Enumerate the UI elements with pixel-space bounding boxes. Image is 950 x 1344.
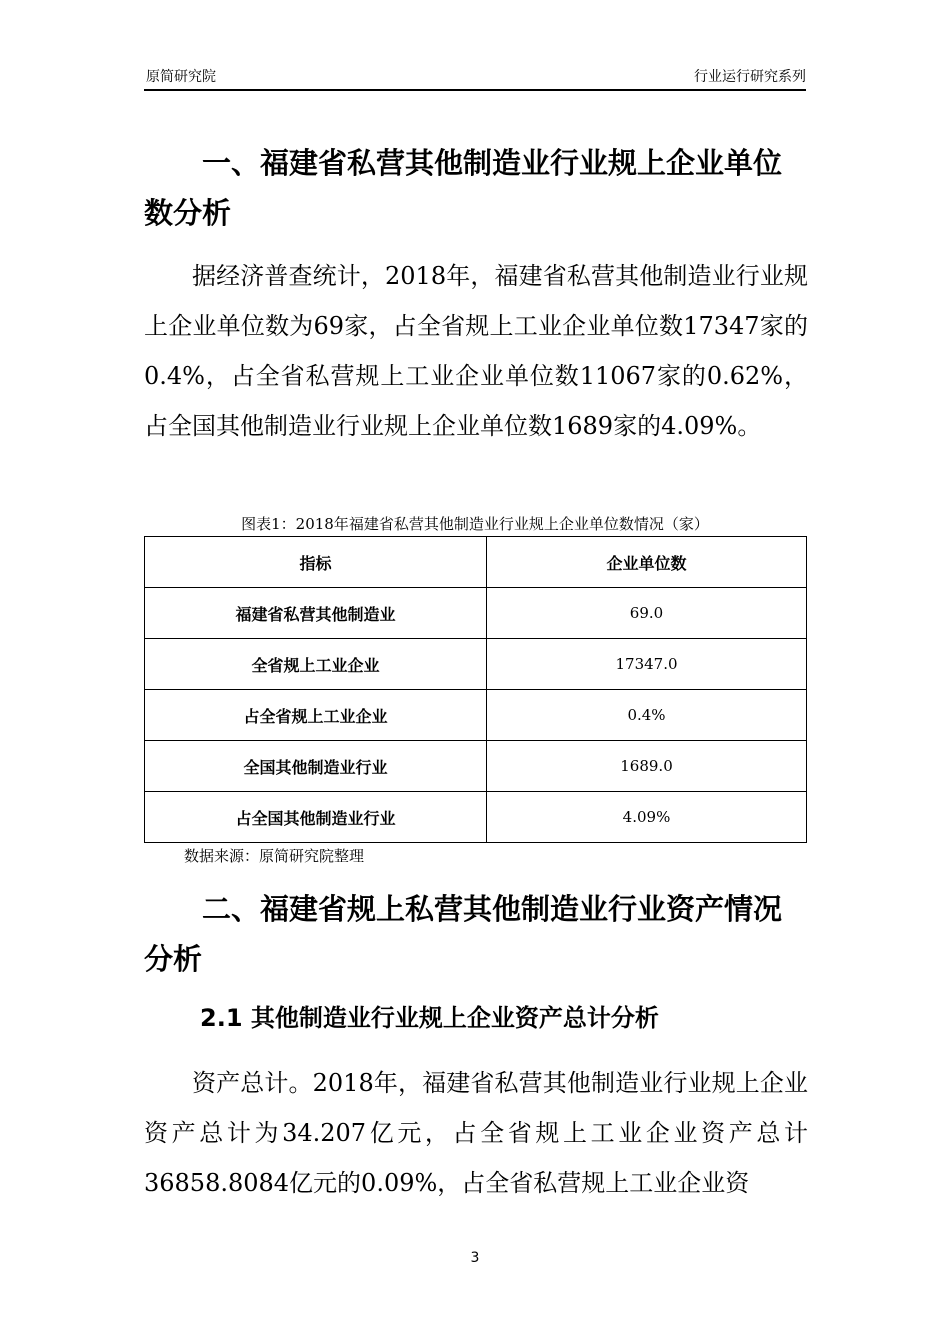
- table-row: [145, 690, 807, 741]
- table-row: [145, 588, 807, 639]
- table-row: [145, 792, 807, 843]
- table-row-value: 17347.0: [487, 639, 807, 690]
- table-header-row: [145, 537, 807, 588]
- table-header-count: 企业单位数: [487, 537, 807, 588]
- table-row-value: 0.4%: [487, 690, 807, 741]
- header-left-title: 原简研究院: [146, 69, 216, 85]
- table-row-value: 4.09%: [487, 792, 807, 843]
- table-row: [145, 639, 807, 690]
- table-row-value: 69.0: [487, 588, 807, 639]
- table-row-value: 1689.0: [487, 741, 807, 792]
- table-row-label: 全国其他制造业行业: [145, 741, 487, 792]
- section1-paragraph: 据经济普查统计，2018年，福建省私营其他制造业行业规上企业单位数为69家，占全省规上工业企业单位数17347家的0.4%，占全省私营规上工业企业单位数11067家的0.62%，占全国其他制造业行业规上企业单位数1689家的4.09%。: [144, 262, 808, 440]
- table-row-label: 占全省规上工业企业: [145, 690, 487, 741]
- page-number: 3: [470, 1250, 480, 1266]
- table-caption: 图表1：2018年福建省私营其他制造业行业规上企业单位数情况（家）: [241, 515, 709, 533]
- section2-subheading: 2.1 其他制造业行业规上企业资产总计分析: [200, 1004, 659, 1032]
- table-source-note: 数据来源：原简研究院整理: [184, 847, 365, 865]
- section2-heading: 二、福建省规上私营其他制造业行业资产情况分析: [144, 892, 783, 976]
- header-right-title: 行业运行研究系列: [694, 69, 806, 85]
- table-header-indicator: 指标: [145, 537, 487, 588]
- enterprise-count-table: [144, 536, 807, 843]
- table-row-label: 占全国其他制造业行业: [145, 792, 487, 843]
- header-rule: [144, 89, 806, 91]
- table-row-label: 福建省私营其他制造业: [145, 588, 487, 639]
- table-row-label: 全省规上工业企业: [145, 639, 487, 690]
- section2-paragraph: 资产总计。2018年，福建省私营其他制造业行业规上企业资产总计为34.207亿元，占全省规上工业企业资产总计36858.8084亿元的0.09%，占全省私营规上工业企业资: [144, 1069, 808, 1197]
- section1-heading: 一、福建省私营其他制造业行业规上企业单位数分析: [144, 146, 783, 230]
- table-row: [145, 741, 807, 792]
